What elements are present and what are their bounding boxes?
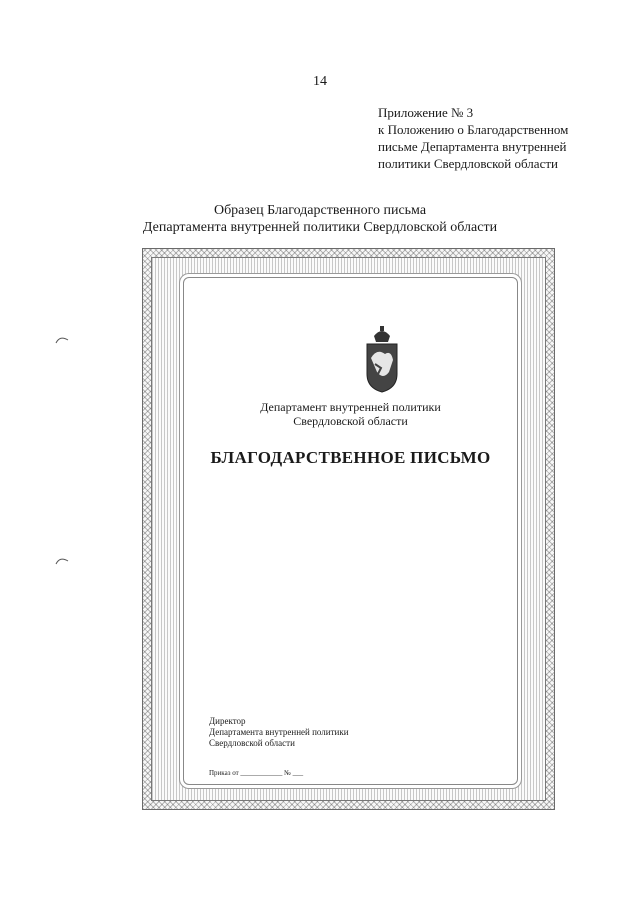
letter-title: БЛАГОДАРСТВЕННОЕ ПИСЬМО xyxy=(210,448,491,467)
director-line: Департамента внутренней политики xyxy=(209,727,349,737)
certificate-border xyxy=(142,248,555,810)
director-line: Директор xyxy=(209,716,246,726)
caption-line: Департамента внутренней политики Свердловской области xyxy=(142,220,498,235)
certificate-body xyxy=(183,277,518,785)
appendix-line: к Положению о Благодарственном xyxy=(378,122,569,137)
director-line: Свердловской области xyxy=(209,738,295,748)
department-line: Свердловской области xyxy=(293,414,408,428)
director-signature-block xyxy=(209,716,349,749)
page-number: 14 xyxy=(313,74,327,89)
coat-of-arms-icon xyxy=(363,324,401,394)
sample-caption xyxy=(0,202,640,236)
appendix-line: Приложение № 3 xyxy=(378,105,474,120)
punch-mark-icon xyxy=(55,334,69,344)
order-line: Приказ от ____________ № ___ xyxy=(209,769,304,777)
department-line: Департамент внутренней политики xyxy=(260,400,441,414)
punch-mark-icon xyxy=(55,555,69,565)
appendix-line: политики Свердловской области xyxy=(378,156,558,171)
appendix-line: письме Департамента внутренней xyxy=(378,139,567,154)
appendix-note xyxy=(378,104,628,172)
letter-department xyxy=(184,400,517,428)
caption-line: Образец Благодарственного письма xyxy=(213,203,427,218)
